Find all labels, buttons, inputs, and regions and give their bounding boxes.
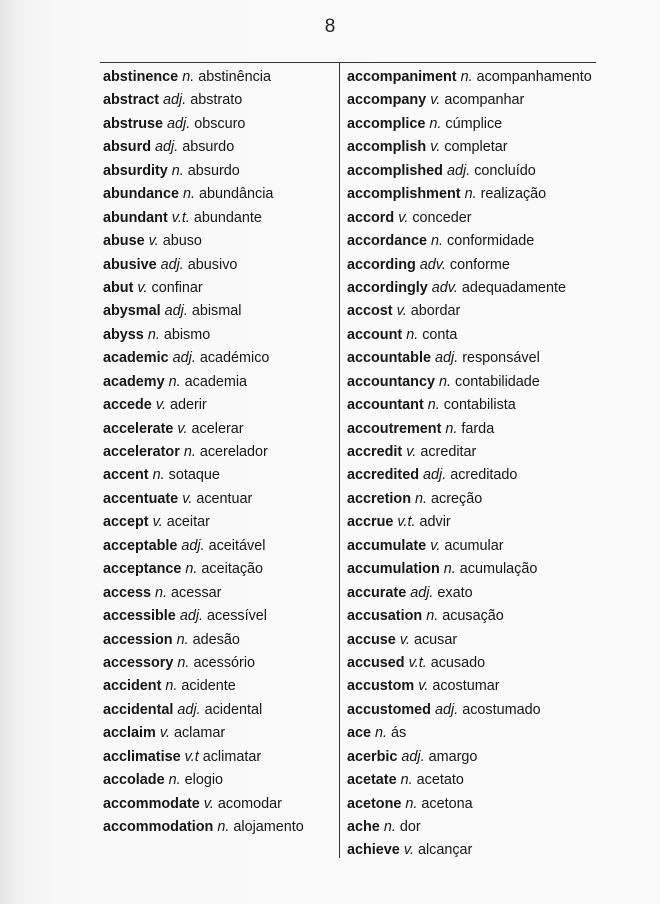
translation: acerelador (199, 444, 268, 460)
headword: accurate (347, 584, 407, 601)
part-of-speech: v. (148, 233, 159, 250)
headword: accustomed (347, 701, 431, 718)
dictionary-entry (347, 769, 597, 792)
part-of-speech: v. (182, 490, 193, 507)
part-of-speech: v. (159, 725, 170, 742)
headword: accomplish (347, 139, 427, 156)
headword: accountant (347, 397, 424, 414)
translation: aclimatar (202, 748, 262, 765)
part-of-speech: v.t. (171, 209, 190, 226)
part-of-speech: v. (398, 209, 409, 226)
dictionary-entry (347, 722, 597, 745)
translation: adesão (192, 631, 240, 648)
headword: accessible (103, 608, 176, 625)
headword: accelerator (103, 444, 180, 460)
dictionary-entry (103, 511, 335, 534)
dictionary-entry (347, 816, 597, 839)
dictionary-entry (347, 652, 597, 675)
part-of-speech: adj. (434, 350, 459, 367)
translation: academia (184, 373, 248, 390)
dictionary-entry (347, 511, 597, 534)
headword: accordingly (347, 279, 428, 296)
dictionary-entry (103, 675, 335, 698)
headword: acetone (347, 795, 402, 812)
translation: completar (444, 139, 508, 156)
headword: acceptable (103, 537, 178, 554)
headword: accountable (347, 350, 431, 367)
dictionary-entry (347, 230, 597, 253)
dictionary-entry (103, 136, 335, 159)
headword: accretion (347, 490, 411, 507)
headword: abstract (103, 92, 159, 109)
headword: abstinence (103, 69, 179, 85)
dictionary-entry (347, 394, 597, 417)
translation: acetato (416, 772, 464, 789)
dictionary-entry (103, 793, 335, 816)
part-of-speech: n. (168, 373, 181, 390)
dictionary-entry (347, 347, 597, 370)
part-of-speech: v.t. (408, 654, 427, 671)
part-of-speech: n. (171, 162, 184, 179)
headword: accustom (347, 678, 415, 695)
translation: acessível (207, 608, 268, 625)
translation: advir (419, 514, 451, 531)
translation: cúmplice (445, 115, 503, 132)
part-of-speech: n. (426, 608, 439, 625)
dictionary-entry (103, 347, 335, 370)
translation: obscuro (194, 115, 246, 132)
translation: aceitável (208, 537, 266, 554)
part-of-speech: adj. (154, 139, 179, 156)
translation: aceitar (166, 514, 210, 531)
part-of-speech: n. (182, 186, 195, 203)
translation: acostumado (462, 701, 541, 718)
part-of-speech: n. (427, 397, 440, 414)
headword: achieve (347, 842, 400, 859)
dictionary-entry (347, 66, 597, 89)
headword: access (103, 584, 152, 601)
headword: accomplice (347, 115, 426, 132)
left-column (103, 66, 335, 839)
dictionary-entry (347, 324, 597, 347)
part-of-speech: n. (182, 69, 195, 85)
dictionary-entry (103, 324, 335, 347)
translation: exato (437, 584, 473, 601)
dictionary-entry (103, 371, 335, 394)
translation: abismo (163, 326, 211, 343)
dictionary-entry (347, 207, 597, 230)
translation: acetona (421, 795, 473, 812)
dictionary-entry (347, 699, 597, 722)
part-of-speech: v. (418, 678, 429, 695)
translation: adequadamente (461, 279, 566, 296)
headword: accumulation (347, 561, 440, 578)
part-of-speech: adj. (167, 115, 191, 132)
translation: responsável (462, 350, 540, 367)
translation: conformidade (447, 233, 535, 250)
translation: amargo (428, 748, 478, 765)
translation: acentuar (196, 490, 253, 507)
translation: acidente (181, 678, 236, 695)
translation: acreção (431, 490, 483, 507)
part-of-speech: n. (443, 561, 456, 578)
headword: accede (103, 397, 152, 414)
dictionary-entry (103, 558, 335, 581)
headword: abundance (103, 186, 179, 203)
dictionary-entry (103, 722, 335, 745)
part-of-speech: v. (152, 514, 163, 531)
dictionary-entry (347, 160, 597, 183)
headword: account (347, 326, 403, 343)
translation: elogio (184, 772, 224, 789)
translation: académico (199, 350, 270, 367)
translation: confinar (151, 279, 203, 296)
part-of-speech: v. (406, 444, 417, 460)
headword: accord (347, 209, 395, 226)
dictionary-entry (103, 629, 335, 652)
translation: conceder (412, 209, 472, 226)
dictionary-entry (347, 89, 597, 112)
translation: acumulação (459, 561, 538, 578)
translation: abuso (162, 233, 202, 250)
dictionary-entry (103, 605, 335, 628)
dictionary-entry (103, 652, 335, 675)
dictionary-entry (347, 300, 597, 323)
headword: accost (347, 303, 393, 320)
translation: aclamar (173, 725, 226, 742)
dictionary-entry (103, 207, 335, 230)
headword: accelerate (103, 420, 174, 437)
headword: accompaniment (347, 69, 457, 85)
headword: accent (103, 467, 149, 484)
translation: acusação (442, 608, 504, 625)
part-of-speech: n. (147, 326, 160, 343)
headword: abstruse (103, 115, 163, 132)
headword: accessory (103, 654, 174, 671)
right-column (347, 66, 597, 863)
dictionary-entry (347, 629, 597, 652)
dictionary-entry (103, 816, 335, 839)
part-of-speech: v. (430, 92, 441, 109)
dictionary-entry (347, 183, 597, 206)
part-of-speech: v. (203, 795, 214, 812)
headword: absurdity (103, 162, 168, 179)
translation: acusar (413, 631, 458, 648)
dictionary-entry (103, 89, 335, 112)
headword: accident (103, 678, 162, 695)
translation: conta (422, 326, 458, 343)
translation: realização (480, 186, 547, 203)
part-of-speech: adj. (164, 303, 188, 320)
headword: accept (103, 514, 149, 531)
part-of-speech: n. (445, 420, 458, 437)
dictionary-entry (347, 418, 597, 441)
dictionary-entry (347, 839, 597, 862)
part-of-speech: n. (429, 115, 442, 132)
part-of-speech: v. (430, 139, 441, 156)
translation: abundância (198, 186, 274, 203)
page-number: 8 (324, 16, 336, 37)
part-of-speech: v. (137, 279, 148, 296)
dictionary-entry (103, 230, 335, 253)
part-of-speech: n. (400, 772, 413, 789)
headword: abusive (103, 256, 157, 273)
part-of-speech: adj. (163, 92, 187, 109)
translation: contabilidade (455, 373, 540, 390)
part-of-speech: v.t. (397, 514, 416, 531)
headword: accused (347, 654, 405, 671)
part-of-speech: adj. (410, 584, 434, 601)
headword: ache (347, 819, 380, 835)
dictionary-entry (347, 535, 597, 558)
dictionary-entry (103, 488, 335, 511)
dictionary-entry (103, 113, 335, 136)
dictionary-entry (347, 675, 597, 698)
translation: abordar (410, 303, 461, 320)
column-divider (339, 63, 340, 858)
dictionary-entry (103, 535, 335, 558)
part-of-speech: adj. (446, 162, 471, 179)
headword: accuse (347, 631, 396, 648)
headword: accrue (347, 514, 394, 531)
headword: accredit (347, 444, 403, 460)
translation: acreditado (450, 467, 518, 484)
dictionary-entry (103, 394, 335, 417)
dictionary-entry (347, 254, 597, 277)
dictionary-entry (103, 418, 335, 441)
part-of-speech: adj. (179, 608, 204, 625)
translation: acessório (193, 654, 256, 671)
headword: acclaim (103, 725, 156, 742)
headword: accompany (347, 92, 427, 109)
part-of-speech: v. (396, 303, 407, 320)
dictionary-entry (103, 277, 335, 300)
dictionary-entry (103, 582, 335, 605)
part-of-speech: n. (176, 631, 189, 648)
part-of-speech: n. (415, 490, 428, 507)
part-of-speech: n. (185, 561, 198, 578)
headword: accoutrement (347, 420, 442, 437)
translation: abstrato (190, 92, 243, 109)
headword: acetate (347, 772, 397, 789)
translation: abusivo (187, 256, 238, 273)
translation: abismal (191, 303, 242, 320)
translation: acidental (204, 701, 263, 718)
part-of-speech: v. (177, 420, 188, 437)
dictionary-entry (347, 605, 597, 628)
part-of-speech: n. (165, 678, 178, 695)
headword: abysmal (103, 303, 161, 320)
translation: contabilista (443, 397, 516, 414)
part-of-speech: n. (438, 373, 451, 390)
part-of-speech: n. (464, 186, 477, 203)
part-of-speech: adj. (172, 350, 196, 367)
part-of-speech: n. (375, 725, 388, 742)
dictionary-entry (103, 160, 335, 183)
dictionary-entry (103, 66, 335, 89)
headword: accession (103, 631, 173, 648)
translation: dor (399, 819, 421, 835)
part-of-speech: n. (405, 795, 418, 812)
headword: accidental (103, 701, 174, 718)
dictionary-entry (347, 136, 597, 159)
translation: absurdo (182, 139, 235, 156)
headword: accumulate (347, 537, 427, 554)
part-of-speech: v. (403, 842, 414, 859)
headword: accentuate (103, 490, 179, 507)
dictionary-entry (347, 277, 597, 300)
translation: alojamento (233, 819, 304, 835)
part-of-speech: adv. (431, 279, 458, 296)
dictionary-entry (103, 746, 335, 769)
headword: academic (103, 350, 169, 367)
dictionary-entry (347, 558, 597, 581)
translation: acumular (444, 537, 504, 554)
part-of-speech: adj. (401, 748, 425, 765)
translation: acompanhamento (476, 69, 592, 85)
headword: accountancy (347, 373, 435, 390)
headword: accusation (347, 608, 423, 625)
dictionary-entry (347, 488, 597, 511)
translation: farda (461, 420, 495, 437)
part-of-speech: n. (168, 772, 181, 789)
headword: acerbic (347, 748, 398, 765)
headword: according (347, 256, 416, 273)
translation: ás (391, 725, 407, 742)
translation: acreditar (420, 444, 477, 460)
part-of-speech: n. (152, 467, 165, 484)
dictionary-entry (347, 113, 597, 136)
headword: abyss (103, 326, 144, 343)
part-of-speech: n. (155, 584, 168, 601)
part-of-speech: n. (177, 654, 190, 671)
dictionary-entry (103, 300, 335, 323)
headword: accolade (103, 772, 165, 789)
headword: abundant (103, 209, 168, 226)
translation: conforme (449, 256, 510, 273)
translation: acomodar (217, 795, 282, 812)
dictionary-entry (103, 183, 335, 206)
dictionary-entry (103, 464, 335, 487)
headword: abuse (103, 233, 145, 250)
dictionary-entry (103, 254, 335, 277)
part-of-speech: v. (155, 397, 166, 414)
headword: absurd (103, 139, 151, 156)
dictionary-entry (347, 746, 597, 769)
dictionary-entry (347, 793, 597, 816)
translation: acessar (171, 584, 222, 601)
headword: ace (347, 725, 372, 742)
dictionary-entry (347, 464, 597, 487)
dictionary-entry (103, 441, 335, 464)
translation: absurdo (187, 162, 240, 179)
header-rule (100, 62, 596, 63)
translation: aderir (169, 397, 207, 414)
part-of-speech: n. (383, 819, 396, 835)
headword: academy (103, 373, 165, 390)
dictionary-entry (347, 582, 597, 605)
translation: acostumar (432, 678, 500, 695)
translation: acompanhar (444, 92, 525, 109)
translation: abundante (193, 209, 262, 226)
part-of-speech: adj. (181, 537, 205, 554)
headword: accommodate (103, 795, 200, 812)
part-of-speech: n. (406, 326, 419, 343)
translation: acusado (430, 654, 486, 671)
part-of-speech: v. (430, 537, 441, 554)
translation: sotaque (168, 467, 220, 484)
headword: accredited (347, 467, 419, 484)
part-of-speech: v.t (184, 748, 199, 765)
part-of-speech: n. (460, 69, 473, 85)
headword: accordance (347, 233, 427, 250)
part-of-speech: adj. (423, 467, 447, 484)
translation: alcançar (417, 842, 473, 859)
part-of-speech: adv. (419, 256, 446, 273)
headword: accomplished (347, 162, 443, 179)
headword: accomplishment (347, 186, 461, 203)
part-of-speech: adj. (434, 701, 459, 718)
headword: abut (103, 279, 134, 296)
translation: concluído (474, 162, 536, 179)
dictionary-entry (103, 769, 335, 792)
part-of-speech: adj. (177, 701, 201, 718)
translation: abstinência (198, 69, 272, 85)
part-of-speech: n. (217, 819, 230, 835)
headword: acceptance (103, 561, 182, 578)
part-of-speech: n. (431, 233, 444, 250)
translation: acelerar (191, 420, 244, 437)
part-of-speech: v. (399, 631, 410, 648)
dictionary-entry (347, 441, 597, 464)
headword: accommodation (103, 819, 214, 835)
part-of-speech: adj. (160, 256, 184, 273)
dictionary-entry (347, 371, 597, 394)
dictionary-entry (103, 699, 335, 722)
translation: aceitação (201, 561, 264, 578)
part-of-speech: n. (183, 444, 196, 460)
headword: acclimatise (103, 748, 181, 765)
